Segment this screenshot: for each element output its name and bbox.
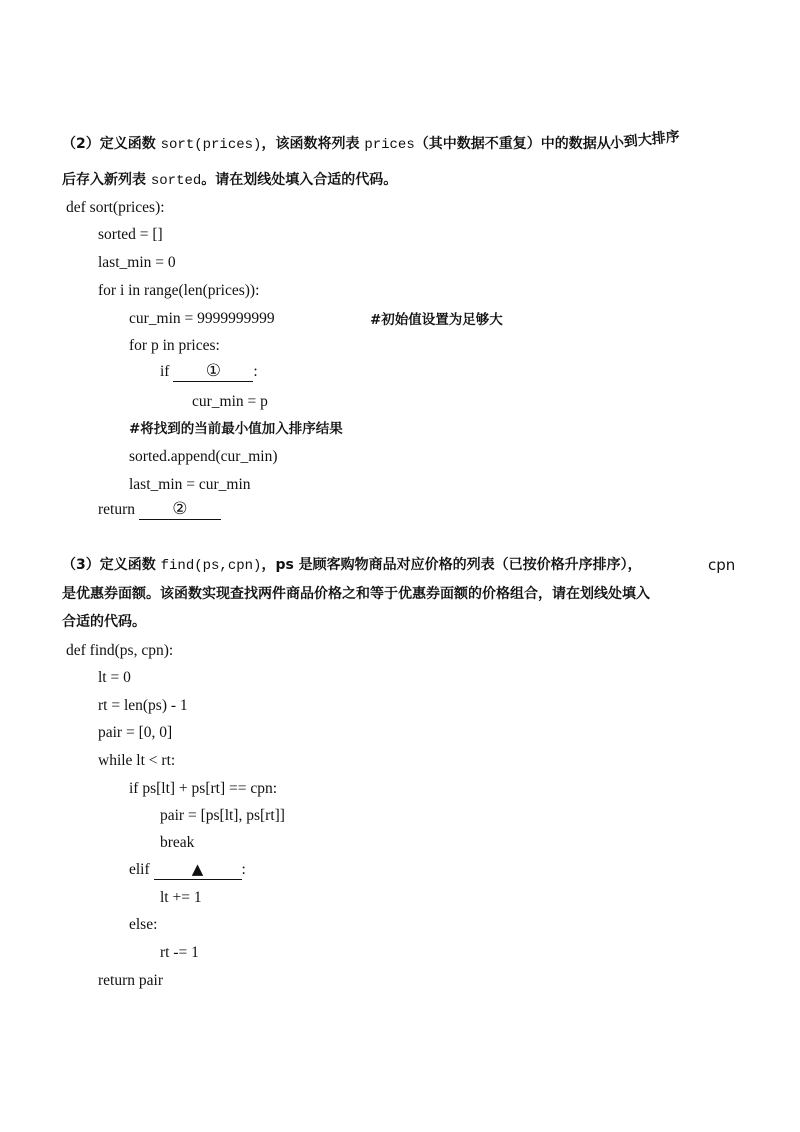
answer-blank-1[interactable]	[173, 362, 253, 382]
q3-code-line: break	[160, 834, 195, 851]
q2-code-line: for p in prices:	[129, 337, 220, 354]
q2-code-token: if	[160, 363, 174, 380]
q2-intro-text: （2）定义函数	[62, 136, 161, 152]
q3-function-name: find(ps,cpn)	[160, 558, 262, 574]
q3-intro-line-1	[62, 555, 736, 576]
q3-intro-text: （3）定义函数	[62, 557, 161, 573]
q2-intro-text: 后存入新列表	[62, 172, 151, 188]
q3-code-line: while lt < rt:	[98, 752, 176, 769]
q3-code-line: lt = 0	[98, 669, 131, 686]
q2-intro-text: ，该函数将列表	[261, 136, 365, 152]
q2-code-token: :	[253, 363, 258, 380]
q2-code-blank-line-2	[98, 500, 221, 520]
q2-intro-tail: 小到大排序	[608, 128, 681, 153]
q3-code-line: pair = [ps[lt], ps[rt]]	[160, 807, 285, 824]
q2-code-def: def sort(prices):	[66, 199, 165, 216]
q2-code-line: sorted.append(cur_min)	[129, 448, 278, 465]
q2-variable-name: sorted	[150, 173, 202, 189]
answer-blank-2[interactable]	[139, 500, 221, 520]
answer-blank-3[interactable]	[154, 860, 242, 880]
q3-code-line: lt += 1	[160, 889, 202, 906]
q2-code-comment: #将找到的当前最小值加入排序结果	[129, 421, 343, 437]
blank-marker-triangle: ▲	[191, 860, 204, 878]
q2-intro-text: 。请在划线处填入合适的代码。	[201, 172, 398, 188]
q2-code-line: cur_min = 9999999999	[129, 310, 275, 327]
q3-code-line: rt -= 1	[160, 944, 199, 961]
q2-intro-line-2	[62, 170, 397, 191]
q3-code-line: pair = [0, 0]	[98, 724, 173, 741]
q3-code-line: else:	[129, 916, 158, 933]
q2-function-name: sort(prices)	[160, 137, 262, 153]
q2-code-token: return	[98, 501, 139, 518]
q3-intro-text: cpn	[708, 556, 736, 574]
q2-code-line: for i in range(len(prices)):	[98, 282, 260, 299]
q3-intro-line-3: 合适的代码。	[62, 614, 146, 630]
q3-code-line: rt = len(ps) - 1	[98, 697, 188, 714]
q2-intro-text: （其中数据不重复）中的数据从	[414, 136, 611, 152]
q3-code-blank-line	[129, 860, 246, 880]
q3-code-line: if ps[lt] + ps[rt] == cpn:	[129, 780, 278, 797]
q2-code-line: last_min = cur_min	[129, 476, 251, 493]
q3-code-token: elif	[129, 861, 154, 878]
q2-code-blank-line-1	[160, 362, 258, 382]
q2-intro-line-1	[62, 128, 681, 155]
blank-marker-2: ②	[172, 499, 188, 519]
q3-intro-line-2: 是优惠券面额。该函数实现查找两件商品价格之和等于优惠券面额的价格组合，请在划线处填入	[62, 586, 650, 602]
q2-code-comment: #初始值设置为足够大	[370, 312, 503, 328]
q2-code-line: sorted = []	[98, 226, 163, 243]
blank-marker-1: ①	[205, 361, 221, 381]
q2-code-line: last_min = 0	[98, 254, 176, 271]
q3-intro-text: ，ps 是顾客购物商品对应价格的列表（已按价格升序排序），	[261, 557, 642, 573]
q3-code-line: return pair	[98, 972, 163, 989]
q3-code-def: def find(ps, cpn):	[66, 642, 174, 659]
q3-code-token: :	[241, 861, 246, 878]
q2-variable-name: prices	[364, 137, 415, 153]
q2-code-line: cur_min = p	[192, 393, 268, 410]
